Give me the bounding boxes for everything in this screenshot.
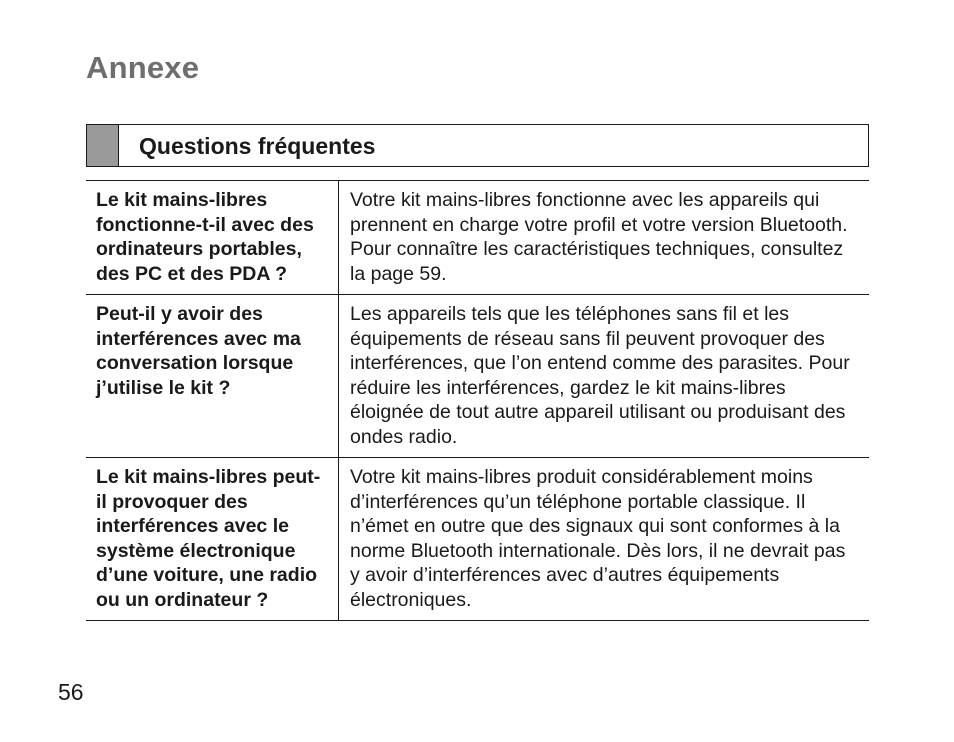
faq-answer: Les appareils tels que les téléphones sans fil et les équipements de réseau sans fil peuvent provoquer des interférences, que l’on entend comme des parasites. Pour réduire les interférences, gardez le kit mains-libres éloignée de tout autre appareil utilisant ou produisant des ondes radio. — [339, 295, 870, 458]
faq-question: Le kit mains-libres peut-il provoquer des interférences avec le système électronique d’une voiture, une radio ou un ordinateur ? — [86, 458, 339, 621]
section-title: Questions fréquentes — [139, 133, 376, 159]
faq-answer: Votre kit mains-libres fonctionne avec les appareils qui prennent en charge votre profil et votre version Bluetooth. Pour connaître les caractéristiques techniques, consultez la page 59. — [350, 189, 848, 285]
page-title: Annexe — [86, 50, 200, 85]
section-marker — [87, 125, 119, 166]
table-row — [86, 295, 869, 458]
page-number: 56 — [58, 679, 84, 705]
section-header — [86, 124, 869, 167]
table-row — [86, 181, 869, 295]
table-row — [86, 458, 869, 621]
faq-table — [86, 180, 869, 621]
faq-answer: Votre kit mains-libres produit considérablement moins d’interférences qu’un téléphone portable classique. Il n’émet en outre que des signaux qui sont conformes à la norme Bluetooth internationale. Dès lors, il ne devrait pas y avoir d’interférences avec d’autres équipements électroniques. — [339, 458, 870, 621]
faq-question: Le kit mains-libres fonctionne-t-il avec des ordinateurs portables, des PC et des PDA ? — [86, 181, 339, 295]
faq-question: Peut-il y avoir des interférences avec ma conversation lorsque j’utilise le kit ? — [86, 295, 339, 458]
